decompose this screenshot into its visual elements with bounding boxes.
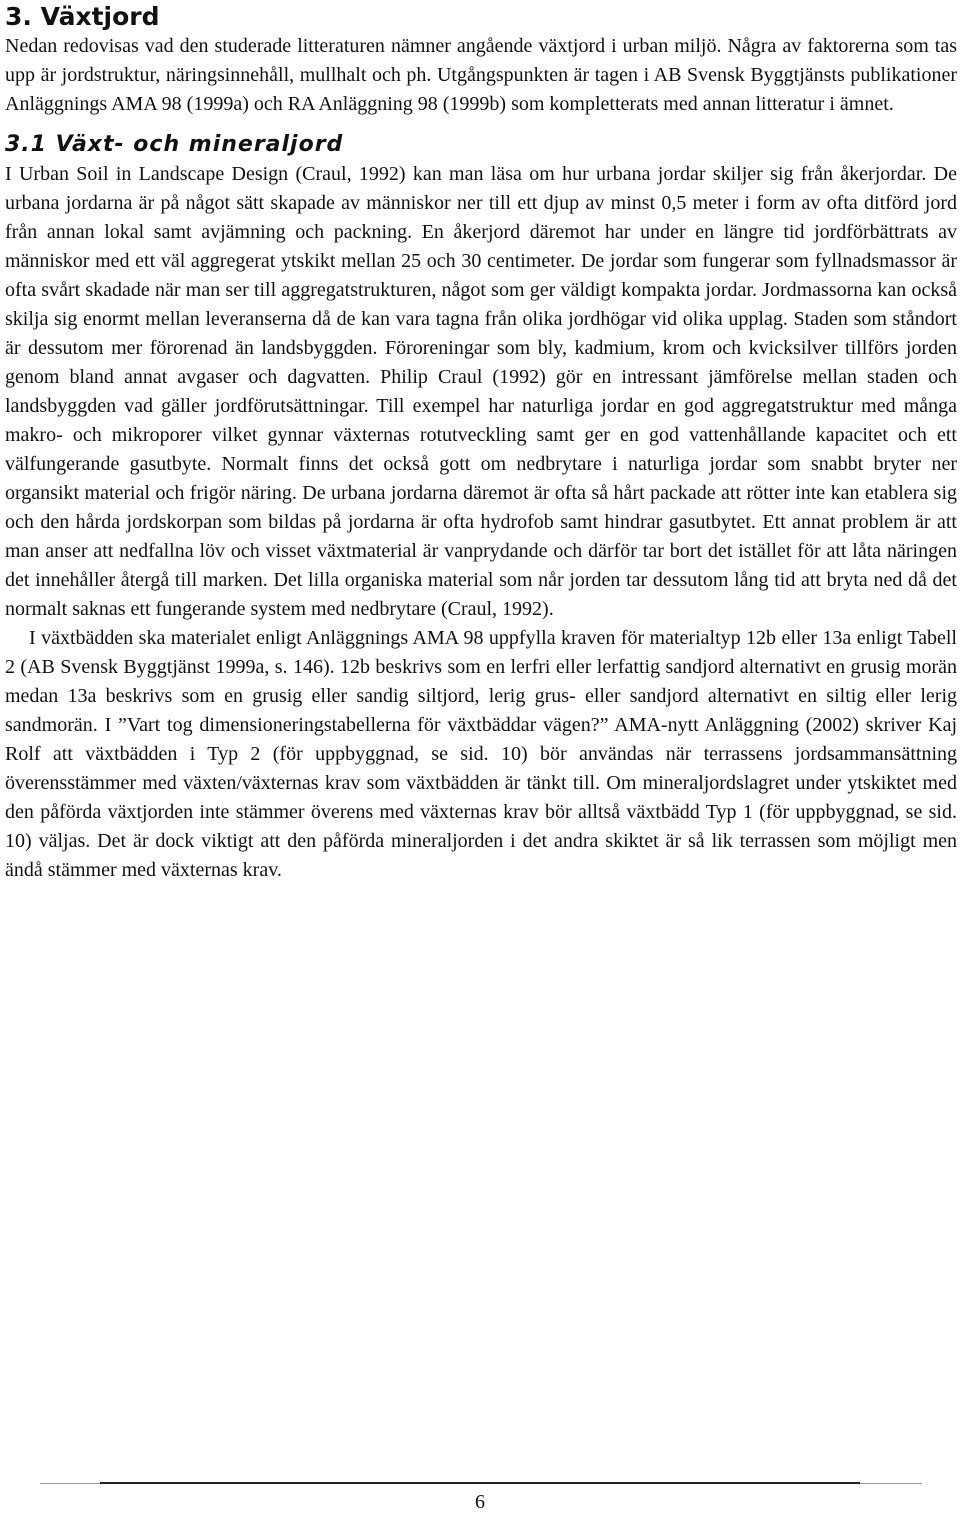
section-intro-paragraph: Nedan redovisas vad den studerade litteraturen nämner angående växtjord i urban miljö. Några av faktorerna som tas upp är jordstruktur, näringsinnehåll, mullhalt och ph. Utgångspunkten är tagen i AB Svensk Byggtjänsts publikationer Anläggnings AMA 98 (1999a) och RA Anläggning 98 (1999b) som kompletterats med annan litteratur i ämnet. — [5, 35, 957, 115]
subsection-title: 3.1 Växt- och mineraljord — [5, 132, 344, 157]
document-page — [5, 0, 957, 885]
footer-divider-strong — [100, 1482, 860, 1484]
page-number: 6 — [475, 1491, 485, 1513]
subsection-paragraph-2: I växtbädden ska materialet enligt Anläggnings AMA 98 uppfylla kraven för materialtyp 12b eller 13a enligt Tabell 2 (AB Svensk Byggtjänst 1999a, s. 146). 12b beskrivs som en lerfri eller lerfattig sandjord alternativt en grusig morän medan 13a beskrivs som en grusig eller sandig siltjord, lerig grus- eller sandjord alternativt en siltig eller lerig sandmorän. I ”Vart tog dimensioneringstabellerna för växtbäddar vägen?” AMA-nytt Anläggning (2002) skriver Kaj Rolf att växtbädden i Typ 2 (för uppbyggnad, se sid. 10) bör användas när terrassens jordsammansättning överensstämmer med växten/växternas krav som växtbädden är tänkt till. Om mineraljordslagret under ytskiktet med den påförda växtjorden inte stämmer överens med växternas krav bör alltså växtbädd Typ 1 (för uppbyggnad, se sid. 10) väljas. Det är dock viktigt att den påförda mineraljorden i det andra skiktet är så lik terrassen som möjligt men ändå stämmer med växternas krav. — [5, 627, 957, 881]
section-title: 3. Växtjord — [5, 2, 160, 31]
subsection-paragraph-1: I Urban Soil in Landscape Design (Craul, 1992) kan man läsa om hur urbana jordar skiljer sig från åkerjordar. De urbana jordarna är på något sätt skapade av människor ner till ett djup av minst 0,5 meter i form av ofta ditförd jord från annan lokal samt avjämning och packning. En åkerjord däremot har under en längre tid jordförbättrats av människor med ett väl aggregerat ytskikt mellan 25 och 30 centimeter. De jordar som fungerar som fyllnadsmassor är ofta svårt skadade när man ser till aggregatstrukturen, något som ger väldigt kompakta jordar. Jordmassorna kan också skilja sig enormt mellan leveranserna då de kan vara tagna från olika jordhögar vid olika upplag. Staden som ståndort är dessutom mer förorenad än landsbyggden. Föroreningar som bly, kadmium, krom och kvicksilver tillförs jorden genom bland annat avgaser och dagvatten. Philip Craul (1992) gör en intressant jämförelse mellan staden och landsbyggden vad gäller jordförutsättningar. Till exempel har naturliga jordar en god aggregatstruktur med många makro- och mikroporer vilket gynnar växternas rotutveckling samt ger en god vattenhållande kapacitet och ett välfungerande gasutbyte. Normalt finns det också gott om nedbrytare i naturliga jordar som snabbt bryter ner organsikt material och frigör näring. De urbana jordarna däremot är ofta så hårt packade att rötter inte kan etablera sig och den hårda jordskorpan som bildas på jordarna är ofta hydrofob samt hindrar gasutbytet. Ett annat problem är att man anser att nedfallna löv och visset växtmaterial är vanprydande och därför tar bort det istället för att låta näringen det innehåller återgå till marken. Det lilla organiska material som når jorden tar dessutom lång tid att bryta ned då det normalt saknas ett fungerande system med nedbrytare (Craul, 1992). — [5, 163, 957, 620]
